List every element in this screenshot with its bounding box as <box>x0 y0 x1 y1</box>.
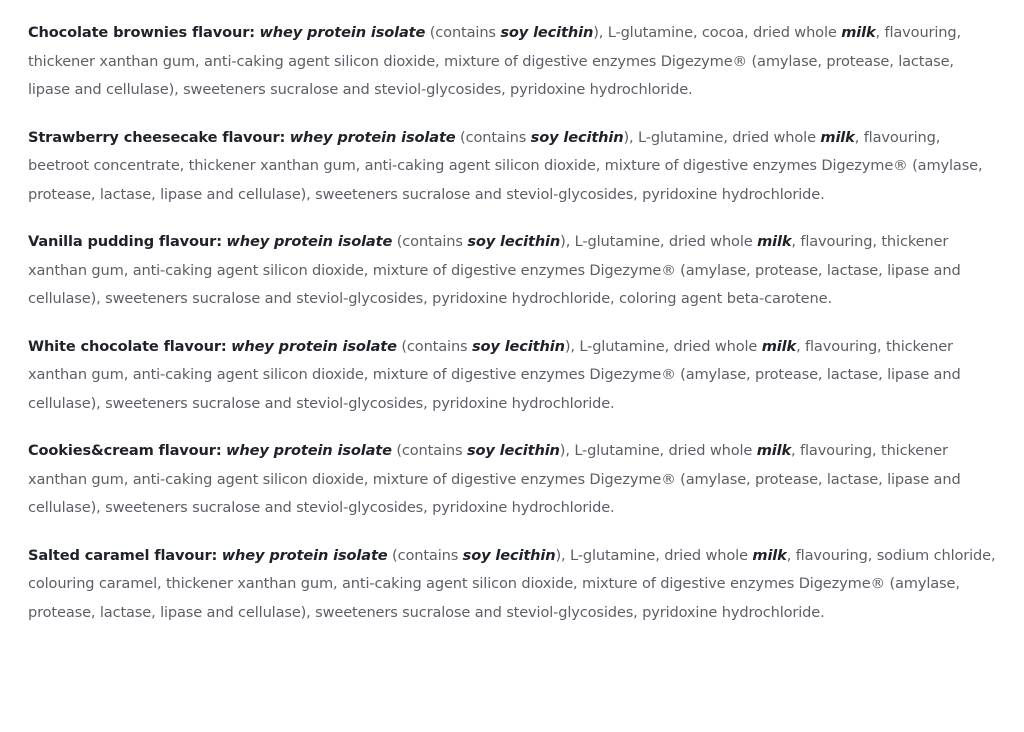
ingredients-cookies-cream <box>28 437 1000 523</box>
ingredient-highlight: soy lecithin <box>466 442 560 459</box>
flavour-name: Vanilla pudding flavour: <box>28 233 222 250</box>
ingredient-text: , flavouring, thickener xanthan gum, anti-caking agent silicon dioxide, mixture of digestive enzymes Digezyme® (amylase, protease, lactase, lipase and cellulase), sweeteners sucralose and steviol-glycosides, pyridoxine hydrochloride. <box>28 24 961 98</box>
ingredient-highlight: soy lecithin <box>530 128 624 146</box>
flavour-name: White chocolate flavour: <box>28 337 227 355</box>
flavour-name: Salted caramel flavour: <box>28 546 218 564</box>
ingredient-highlight: whey protein isolate <box>289 128 456 146</box>
ingredients-white-chocolate <box>28 333 1000 419</box>
ingredient-highlight: soy lecithin <box>500 24 594 41</box>
ingredient-highlight: milk <box>756 442 792 459</box>
ingredient-highlight: milk <box>820 128 855 146</box>
flavour-name: Cookies&cream flavour: <box>28 442 222 459</box>
ingredient-text: , flavouring, thickener xanthan gum, anti-caking agent silicon dioxide, mixture of digestive enzymes Digezyme® (amylase, protease, lactase, lipase and cellulase), sweeteners sucralose and steviol-glycosides, pyridoxine hydrochloride. <box>28 442 961 516</box>
ingredient-highlight: whey protein isolate <box>226 233 393 250</box>
ingredient-text: ), L-glutamine, dried whole <box>564 337 762 355</box>
ingredient-highlight: soy lecithin <box>467 233 561 250</box>
flavour-name: Chocolate brownies flavour: <box>28 24 255 41</box>
ingredient-highlight: whey protein isolate <box>221 546 388 564</box>
ingredient-highlight: whey protein isolate <box>226 442 392 459</box>
ingredient-text: (contains <box>391 442 467 459</box>
ingredient-highlight: milk <box>757 233 792 250</box>
ingredient-text: , flavouring, sodium chloride, colouring caramel, thickener xanthan gum, anti-caking agent silicon dioxide, mixture of digestive enzymes Digezyme® (amylase, protease, lactase, lipase and cellulase), sweeteners sucralose and steviol-glycosides, pyridoxine hydrochloride. <box>28 546 996 621</box>
ingredient-highlight: soy lecithin <box>462 546 556 564</box>
ingredient-highlight: whey protein isolate <box>231 337 397 355</box>
ingredient-highlight: soy lecithin <box>472 337 565 355</box>
flavour-name: Strawberry cheesecake flavour: <box>28 128 286 146</box>
ingredient-text: (contains <box>455 128 531 146</box>
ingredients-strawberry-cheesecake <box>28 124 1000 210</box>
ingredient-text: ), L-glutamine, dried whole <box>560 233 758 250</box>
ingredient-text: (contains <box>425 24 501 41</box>
ingredient-text: ), L-glutamine, cocoa, dried whole <box>593 24 842 41</box>
ingredient-text: ), L-glutamine, dried whole <box>555 546 753 564</box>
ingredient-text: , flavouring, thickener xanthan gum, anti-caking agent silicon dioxide, mixture of digestive enzymes Digezyme® (amylase, protease, lactase, lipase and cellulase), sweeteners sucralose and steviol-glycosides, pyridoxine hydrochloride. <box>28 337 961 412</box>
ingredient-highlight: milk <box>761 337 797 355</box>
ingredient-text: ), L-glutamine, dried whole <box>623 128 821 146</box>
ingredient-highlight: milk <box>752 546 787 564</box>
ingredients-vanilla-pudding <box>28 228 1000 314</box>
ingredients-salted-caramel <box>28 542 1000 628</box>
ingredient-text: (contains <box>396 337 472 355</box>
ingredient-text: (contains <box>392 233 468 250</box>
ingredient-text: , flavouring, thickener xanthan gum, anti-caking agent silicon dioxide, mixture of digestive enzymes Digezyme® (amylase, protease, lactase, lipase and cellulase), sweeteners sucralose and steviol-glycosides, pyridoxine hydrochloride, coloring agent beta-carotene. <box>28 233 961 307</box>
ingredient-highlight: whey protein isolate <box>259 24 426 41</box>
ingredient-highlight: milk <box>841 24 876 41</box>
ingredient-text: ), L-glutamine, dried whole <box>559 442 757 459</box>
ingredients-chocolate-brownies <box>28 19 1000 105</box>
ingredient-text: (contains <box>387 546 463 564</box>
ingredient-text: , flavouring, beetroot concentrate, thickener xanthan gum, anti-caking agent silicon dioxide, mixture of digestive enzymes Digezyme® (amylase, protease, lactase, lipase and cellulase), sweeteners sucralose and steviol-glycosides, pyridoxine hydrochloride. <box>28 128 983 203</box>
ingredients-list <box>28 19 1000 646</box>
